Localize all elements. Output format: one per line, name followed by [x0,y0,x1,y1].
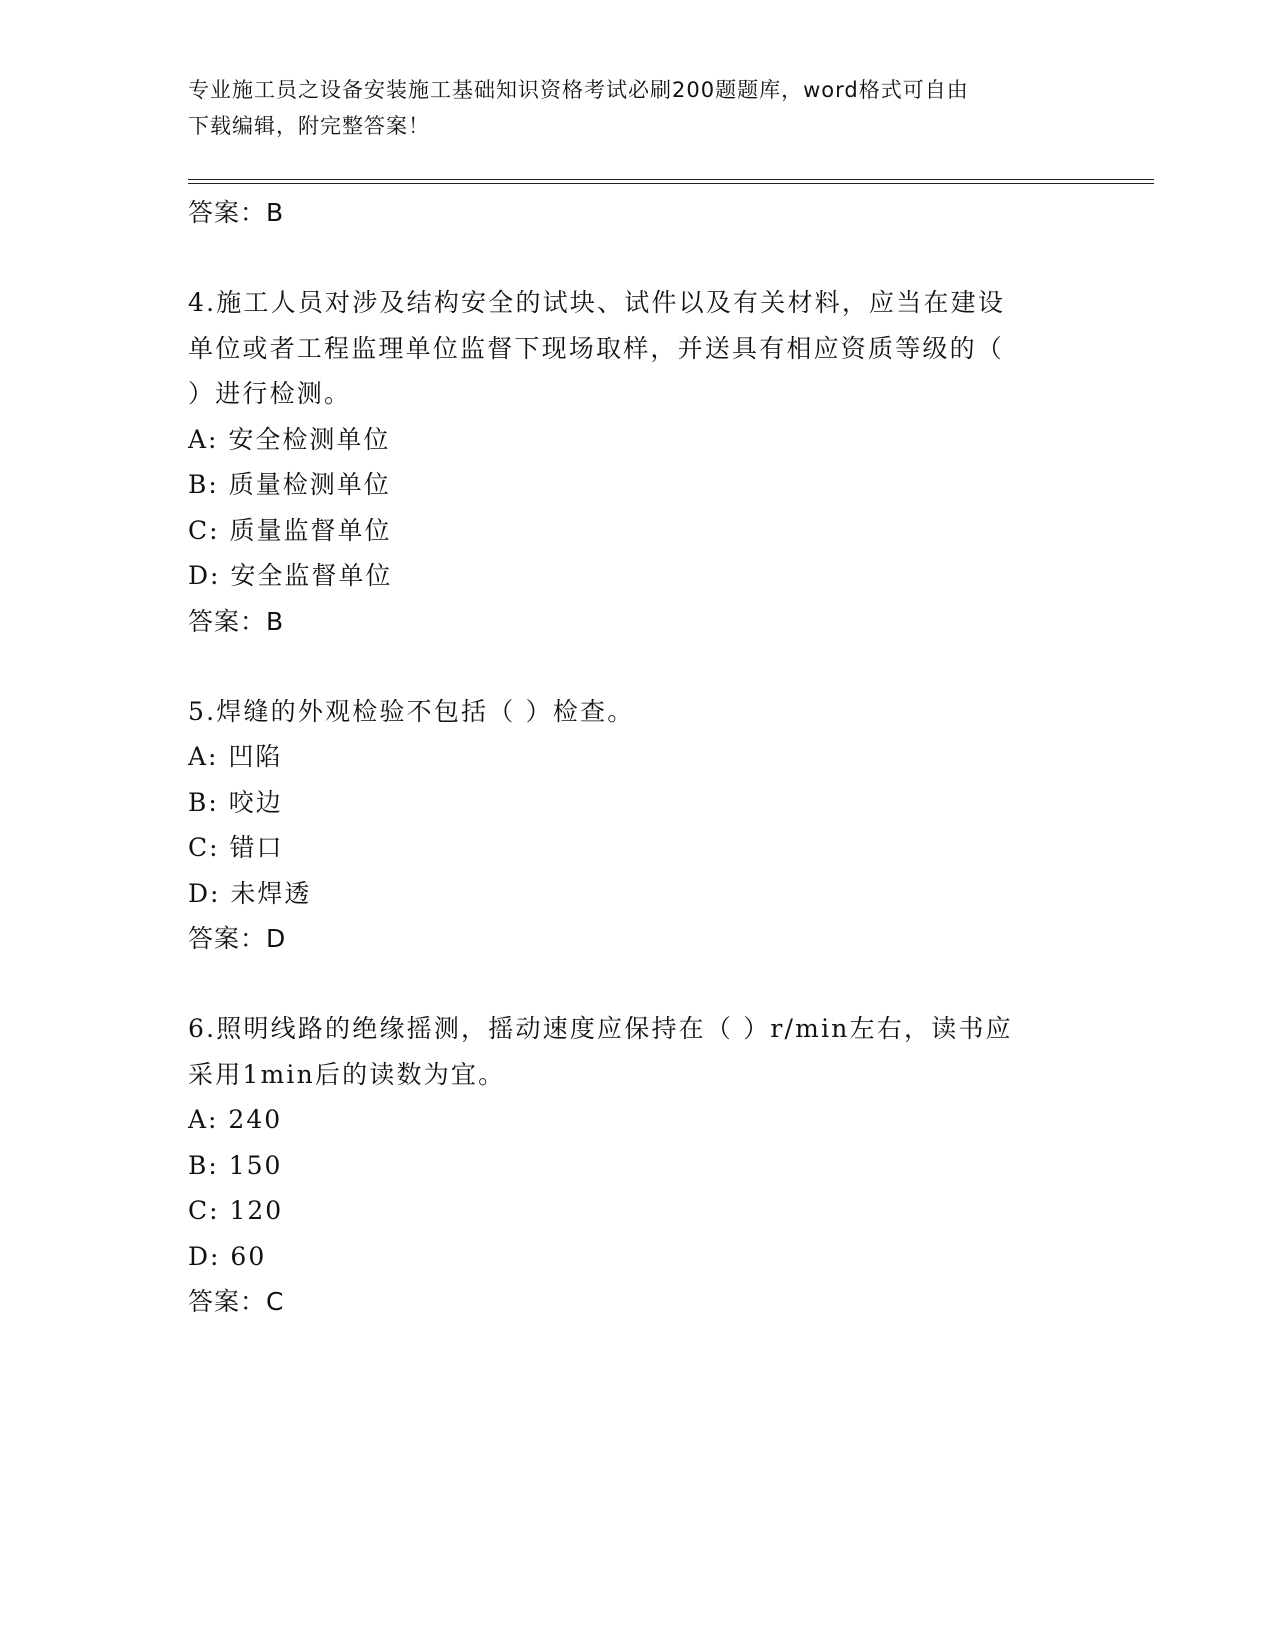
stem-line: 采用1min后的读数为宜。 [188,1059,506,1089]
stem-line: 4.施工人员对涉及结构安全的试块、试件以及有关材料，应当在建设 [188,288,1006,317]
option-c: C: 120 [188,1196,284,1225]
option-d: D: 60 [188,1241,267,1271]
header-line: 下载编辑，附完整答案！ [188,114,430,138]
stem-line: 5.焊缝的外观检验不包括（ ）检查。 [188,696,635,726]
option-b: B: 质量检测单位 [188,470,391,499]
question-4 [188,280,1088,645]
question-stem [188,280,1088,417]
header-divider [188,179,1154,180]
stem-line: 单位或者工程监理单位监督下现场取样，并送具有相应资质等级的（ [188,333,1005,363]
answer-line: 答案：D [188,924,287,953]
answer-line: 答案：C [188,1287,285,1316]
answer-line: 答案：B [188,198,285,227]
question-6 [188,1006,1088,1325]
document-header [188,72,1088,144]
question-5 [188,689,1088,963]
header-line: 专业施工员之设备安装施工基础知识资格考试必刷200题题库，word格式可自由 [188,78,969,102]
option-d: D: 安全监督单位 [188,561,393,590]
question-stem [188,689,1088,735]
answer-line: 答案：B [188,606,285,636]
option-b: B: 150 [188,1150,283,1180]
stem-line: 6.照明线路的绝缘摇测，摇动速度应保持在（ ）r/min左右，读书应 [188,1014,1013,1043]
option-c: C: 错口 [188,833,284,862]
document-body [188,190,1088,1325]
option-a: A: 240 [188,1105,283,1134]
option-b: B: 咬边 [188,787,283,817]
header-divider [188,183,1154,184]
option-c: C: 质量监督单位 [188,515,392,545]
stem-line: ）进行检测。 [188,379,352,408]
option-d: D: 未焊透 [188,878,312,908]
option-a: A: 凹陷 [188,742,283,771]
question-stem [188,1006,1088,1097]
option-a: A: 安全检测单位 [188,424,391,454]
